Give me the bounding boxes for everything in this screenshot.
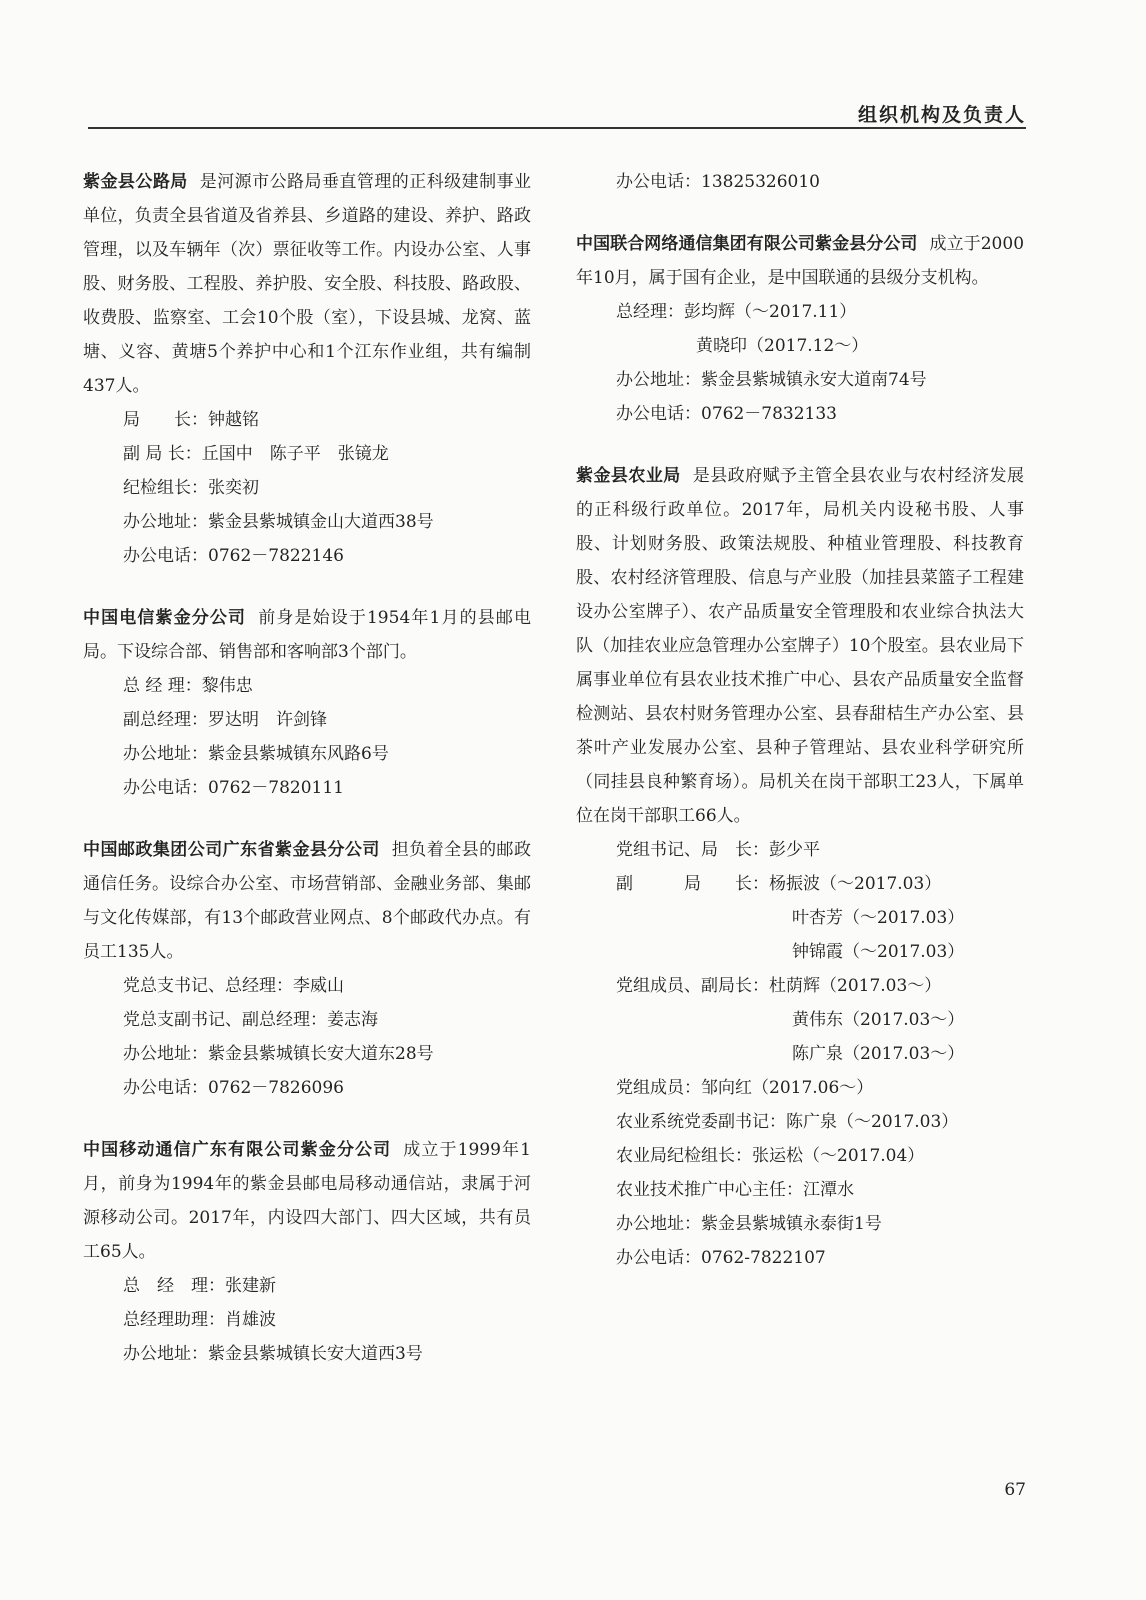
- leader-line: 纪检组长：张奕初: [123, 478, 259, 498]
- org-desc: 前身是始设于1954年1月的县邮电局。下设综合部、销售部和客响部3个部门。: [83, 608, 531, 662]
- section-title: 组织机构及负责人: [857, 104, 1026, 126]
- phone-line: 办公电话：0762－7826096: [123, 1078, 344, 1098]
- org-name: 紫金县公路局: [83, 172, 188, 192]
- leader-line: 总 经 理：黎伟忠: [123, 676, 253, 696]
- leader-line: 党组成员：邹向红（2017.06～）: [616, 1078, 874, 1098]
- leader-line: 副 局 长：丘国中 陈子平 张镜龙: [123, 444, 389, 464]
- entry-china-mobile-continued: [576, 165, 1024, 199]
- leader-line: 总 经 理：张建新: [123, 1276, 276, 1296]
- leader-line: 副 局 长：杨振波（～2017.03）: [616, 874, 942, 894]
- leader-line: 党组书记、局 长：彭少平: [616, 840, 820, 860]
- org-desc: 成立于1999年1月，前身为1994年的紫金县邮电局移动通信站，隶属于河源移动公司。2017年，内设四大部门、四大区域，共有员工65人。: [83, 1140, 531, 1262]
- address-line: 办公地址：紫金县紫城镇金山大道西38号: [123, 512, 434, 532]
- leader-line: 农业系统党委副书记：陈广泉（～2017.03）: [616, 1112, 959, 1132]
- address-line: 办公地址：紫金县紫城镇长安大道西3号: [123, 1344, 423, 1364]
- phone-line: 办公电话：0762－7822146: [123, 546, 344, 566]
- org-desc: 是县政府赋予主管全县农业与农村经济发展的正科级行政单位。2017年，局机关内设秘书股、人事股、计划财务股、政策法规股、种植业管理股、科技教育股、农村经济管理股、信息与产业股（加挂县菜篮子工程建设办公室牌子）、农产品质量安全管理股和农业综合执法大队（加挂农业应急管理办公室牌子）10个股室。县农业局下属事业单位有县农业技术推广中心、县农产品质量安全监督检测站、县农村财务管理办公室、县春甜桔生产办公室、县茶叶产业发展办公室、县种子管理站、县农业科学研究所（同挂县良种繁育场）。局机关在岗干部职工23人，下属单位在岗干部职工66人。: [576, 466, 1024, 826]
- leader-line: 党总支副书记、副总经理：姜志海: [123, 1010, 378, 1030]
- org-name: 中国联合网络通信集团有限公司紫金县分公司: [576, 234, 918, 254]
- leader-line: 党总支书记、总经理：李威山: [123, 976, 344, 996]
- phone-line: 办公电话：0762－7832133: [616, 404, 837, 424]
- address-line: 办公地址：紫金县紫城镇永泰街1号: [616, 1214, 882, 1234]
- leader-line: 黄伟东（2017.03～）: [792, 1010, 965, 1030]
- leader-line: 局 长：钟越铭: [123, 410, 259, 430]
- org-desc: 是河源市公路局垂直管理的正科级建制事业单位，负责全县省道及省养县、乡道路的建设、养护、路政管理，以及车辆年（次）票征收等工作。内设办公室、人事股、财务股、工程股、养护股、安全股、科技股、路政股、收费股、监察室、工会10个股（室），下设县城、龙窝、蓝塘、义容、黄塘5个养护中心和1个江东作业组，共有编制437人。: [83, 172, 531, 396]
- address-line: 办公地址：紫金县紫城镇长安大道东28号: [123, 1044, 434, 1064]
- org-desc: 担负着全县的邮政通信任务。设综合办公室、市场营销部、金融业务部、集邮与文化传媒部，有13个邮政营业网点、8个邮政代办点。有员工135人。: [83, 840, 532, 962]
- right-column: [576, 165, 1024, 1303]
- leader-line: 农业局纪检组长：张运松（～2017.04）: [616, 1146, 925, 1166]
- leader-line: 党组成员、副局长：杜荫辉（2017.03～）: [616, 976, 942, 996]
- org-name: 紫金县农业局: [576, 466, 681, 486]
- phone-line: 办公电话：13825326010: [616, 172, 820, 192]
- address-line: 办公地址：紫金县紫城镇永安大道南74号: [616, 370, 927, 390]
- phone-line: 办公电话：0762-7822107: [616, 1248, 826, 1268]
- entry-china-post: [83, 833, 531, 1105]
- org-desc: 成立于2000年10月，属于国有企业，是中国联通的县级分支机构。: [576, 234, 1025, 288]
- leader-line: 黄晓印（2017.12～）: [696, 336, 869, 356]
- entry-china-telecom: [83, 601, 531, 805]
- org-name: 中国移动通信广东有限公司紫金分公司: [83, 1140, 392, 1160]
- phone-line: 办公电话：0762－7820111: [123, 778, 344, 798]
- leader-line: 副总经理：罗达明 许剑锋: [123, 710, 327, 730]
- leader-line: 总经理：彭均辉（～2017.11）: [616, 302, 857, 322]
- leader-line: 农业技术推广中心主任：江潭水: [616, 1180, 854, 1200]
- entry-agriculture-bureau: [576, 459, 1024, 1275]
- page-number: 67: [1004, 1480, 1026, 1500]
- leader-line: 陈广泉（2017.03～）: [792, 1044, 965, 1064]
- leader-line: 总经理助理：肖雄波: [123, 1310, 276, 1330]
- org-name: 中国邮政集团公司广东省紫金县分公司: [83, 840, 380, 860]
- entry-highway-bureau: [83, 165, 531, 573]
- left-column: [83, 165, 531, 1399]
- address-line: 办公地址：紫金县紫城镇东风路6号: [123, 744, 389, 764]
- entry-china-mobile: [83, 1133, 531, 1371]
- org-name: 中国电信紫金分公司: [83, 608, 247, 628]
- entry-china-unicom: [576, 227, 1024, 431]
- leader-line: 叶杏芳（～2017.03）: [792, 908, 965, 928]
- header-rule: [88, 127, 1026, 129]
- leader-line: 钟锦霞（～2017.03）: [792, 942, 965, 962]
